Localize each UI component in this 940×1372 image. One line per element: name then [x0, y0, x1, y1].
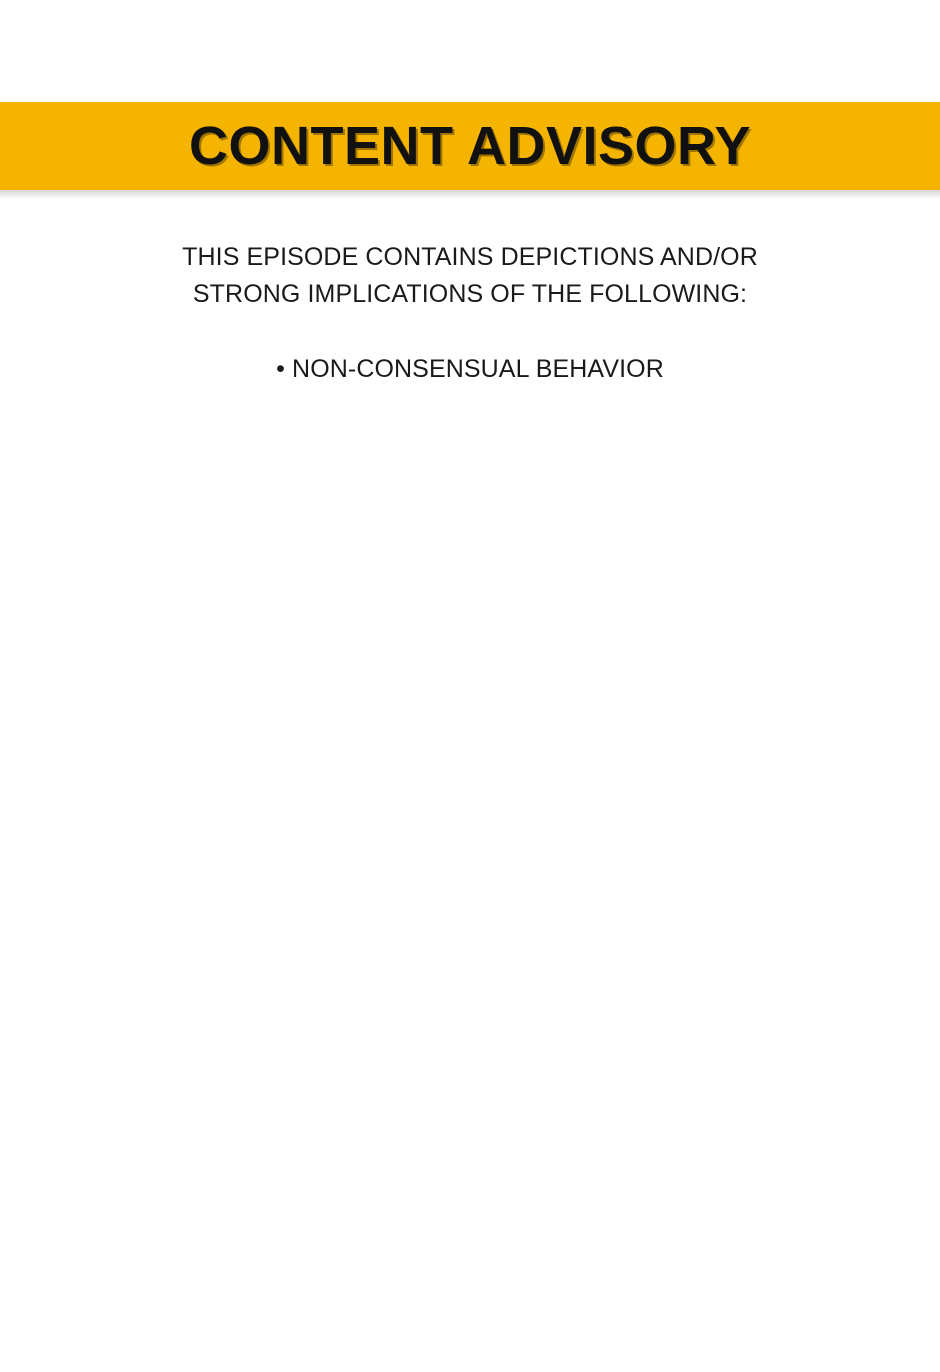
advisory-intro-line-1: THIS EPISODE CONTAINS DEPICTIONS AND/OR	[182, 243, 758, 271]
list-item: • NON-CONSENSUAL BEHAVIOR	[276, 355, 664, 383]
top-whitespace	[0, 0, 940, 102]
page-title: CONTENT ADVISORY	[188, 116, 752, 176]
advisory-body	[0, 239, 940, 388]
bottom-whitespace	[0, 388, 940, 1288]
advisory-bullet-list	[0, 351, 940, 388]
banner-drop-shadow	[0, 190, 940, 199]
content-advisory-banner	[0, 102, 940, 190]
advisory-intro-line-2: STRONG IMPLICATIONS OF THE FOLLOWING:	[192, 280, 748, 308]
